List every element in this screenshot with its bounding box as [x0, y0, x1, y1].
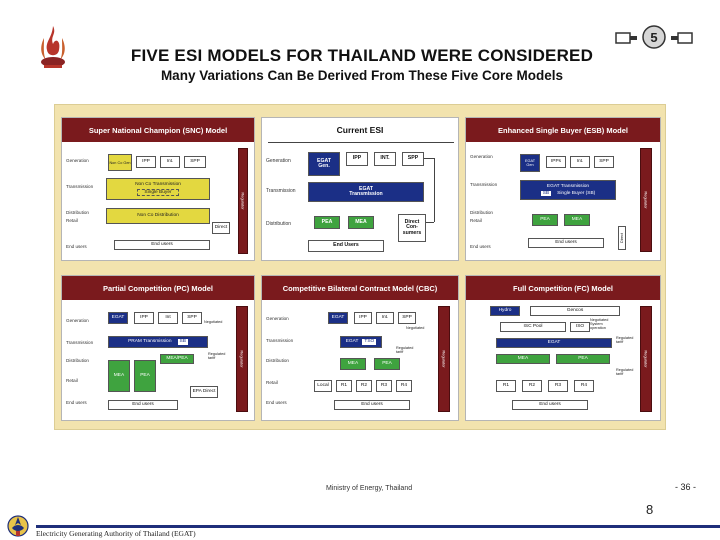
fc-mea-box: MEA	[496, 354, 550, 364]
cbc-ipp-box: IPP	[354, 312, 372, 324]
row-label-transmission: Transmission	[66, 340, 94, 345]
row-label-distribution: Distribution	[66, 210, 89, 215]
row-label-end-users: End users	[470, 244, 491, 249]
row-label-transmission: Transmission	[66, 184, 94, 189]
page-subtitle: Many Variations Can Be Derived From These Five Core Models	[160, 68, 564, 83]
snc-model-panel	[61, 117, 255, 261]
current-direct-line1: Direct	[404, 218, 420, 225]
footer-organization: Electricity Generating Authority of Thailand (EGAT)	[36, 529, 196, 538]
fc-regulator-label: Regulator	[643, 350, 649, 368]
pc-int-box: Int	[158, 312, 178, 324]
row-label-retail: Retail	[470, 218, 482, 223]
row-label-generation: Generation	[266, 158, 291, 164]
pc-regulated-line2: tariff	[208, 355, 216, 360]
fc-pea-box: PEA	[556, 354, 610, 364]
current-egat-tx-line2: Transmission	[349, 191, 383, 197]
egat-emblem-icon	[6, 512, 30, 538]
fc-r4-box: R4	[574, 380, 594, 392]
current-egat-gen-line2: Gen.	[318, 163, 330, 169]
cbc-regulator-bar	[438, 306, 450, 412]
current-int-box: INT.	[374, 152, 396, 166]
fc-negotiated-line2: System	[590, 321, 603, 326]
current-egat-tx-line1: EGAT	[358, 185, 374, 192]
fc-gencos-box: Gencos	[530, 306, 620, 316]
current-direct-line3: sumers	[402, 229, 422, 236]
row-label-transmission: Transmission	[266, 188, 296, 194]
pc-transmission-box	[108, 336, 208, 348]
cbc-r1-box: R1	[336, 380, 352, 392]
footer-page-number: - 36 -	[675, 482, 697, 492]
cbc-regulated-line2: tariff	[396, 349, 404, 354]
snc-end-users-box: End users	[114, 240, 210, 250]
cbc-negotiated-note: Negotiated	[406, 326, 425, 330]
row-label-distribution: Distribution	[66, 358, 89, 363]
pc-pea-box: PEA	[134, 360, 156, 392]
pc-ipp-box: IPP	[134, 312, 154, 324]
fc-negotiated-note	[590, 318, 608, 330]
esb-model-panel	[465, 117, 661, 261]
snc-regulator-label: Regulator	[240, 192, 246, 210]
snc-gen-box: Non Co Gen	[108, 154, 132, 171]
pc-sb-tag: SB	[179, 339, 186, 345]
fc-egat-box: EGAT	[496, 338, 612, 348]
esb-egat-gen-line2: Gen	[526, 163, 534, 167]
snc-int-box: Int.	[160, 156, 180, 168]
current-esi-title: Current ESI	[262, 118, 458, 142]
snc-spp-box: SPP	[184, 156, 206, 168]
row-label-distribution: Distribution	[470, 210, 493, 215]
row-label-generation: Generation	[266, 316, 289, 321]
esb-single-buyer-label: Single Buyer (SB)	[557, 191, 596, 196]
row-label-retail: Retail	[66, 218, 78, 223]
fc-regulated-line1: Regulated	[616, 336, 634, 340]
esb-pea-box: PEA	[532, 214, 558, 226]
pc-epa-direct-box: EPA Direct	[190, 386, 218, 398]
cbc-local-box: Local	[314, 380, 332, 392]
esb-model-title: Enhanced Single Buyer (ESB) Model	[466, 118, 660, 142]
pc-model-title: Partial Competition (PC) Model	[62, 276, 254, 300]
pc-regulated-note	[208, 352, 225, 360]
snc-distribution-box: Non Co Distribution	[106, 208, 210, 224]
cbc-mea-box: MEA	[340, 358, 366, 370]
current-ipp-box: IPP	[346, 152, 368, 166]
row-label-generation: Generation	[66, 318, 89, 323]
esb-end-users-box: End users	[528, 238, 604, 248]
page-title: FIVE ESI MODELS FOR THAILAND WERE CONSIDERED	[130, 46, 594, 65]
row-label-distribution: Distribution	[266, 358, 289, 363]
fc-hydro-box: Hydro	[490, 306, 520, 316]
row-label-transmission: Transmission	[266, 338, 294, 343]
cbc-egat-tx-label: EGAT	[345, 339, 359, 345]
esb-egat-gen-box	[520, 154, 540, 172]
current-spp-box: SPP	[402, 152, 424, 166]
footer-ministry-text: Ministry of Energy, Thailand	[326, 485, 413, 492]
esb-transmission-box	[520, 180, 616, 200]
fc-model-panel	[465, 275, 661, 421]
pc-regulator-bar	[236, 306, 248, 412]
esb-int-box: Int.	[570, 156, 590, 168]
esb-mea-box: MEA	[564, 214, 590, 226]
pc-dist-box: MEA/PEA	[160, 354, 194, 364]
fc-r1-box: R1	[496, 380, 516, 392]
cbc-regulated-line1: Regulated	[396, 346, 414, 350]
snc-direct-box: Direct	[212, 222, 230, 234]
fc-r3-box: R3	[548, 380, 568, 392]
fc-model-title: Full Competition (FC) Model	[466, 276, 660, 300]
fc-reg-retail-note	[616, 368, 633, 376]
cbc-spp-box: SPP	[398, 312, 416, 324]
cbc-egat-tso-box	[340, 336, 382, 348]
cbc-regulator-label: Regulator	[441, 350, 447, 368]
row-label-generation: Generation	[470, 154, 493, 159]
esb-ipps-box: IPPs	[546, 156, 566, 168]
row-label-generation: Generation	[66, 158, 89, 163]
esb-regulator-label: Regulator	[643, 191, 649, 209]
esb-regulator-bar	[640, 148, 652, 252]
row-label-end-users: End users	[266, 400, 287, 405]
fc-negotiated-line1: Negotiated	[590, 318, 609, 322]
cbc-egat-box: EGAT	[328, 312, 348, 324]
page-badge	[614, 24, 694, 50]
fc-regulator-bar	[640, 306, 652, 412]
esb-direct-label: Direct	[620, 233, 625, 243]
current-egat-gen-box	[308, 152, 340, 176]
row-label-end-users: End users	[66, 400, 87, 405]
current-end-users-box: End Users	[308, 240, 384, 252]
pc-egat-box: EGAT	[108, 312, 128, 324]
fc-r2-box: R2	[522, 380, 542, 392]
pc-transmission-label: PRAM Transmission	[128, 339, 172, 345]
row-label-retail: Retail	[266, 380, 278, 385]
models-diagram	[54, 104, 666, 430]
esb-spp-box: SPP	[594, 156, 614, 168]
row-label-distribution: Distribution	[266, 221, 292, 227]
esb-egat-gen-line1: EGAT	[524, 159, 536, 164]
cbc-regulated-note	[396, 346, 413, 354]
pc-regulator-label: Regulator	[239, 350, 245, 368]
footer-divider	[36, 525, 720, 528]
esb-sb-tag: SB	[542, 191, 550, 196]
current-egat-transmission-box	[308, 182, 424, 202]
current-mea-box: MEA	[348, 216, 374, 229]
snc-ipp-box: IPP	[136, 156, 156, 168]
cbc-r4-box: R4	[396, 380, 412, 392]
esb-direct-box	[618, 226, 626, 250]
snc-transmission-box	[106, 178, 210, 200]
row-label-end-users: End users	[66, 244, 87, 249]
cbc-tso-tag: TSO	[364, 339, 375, 345]
snc-regulator-bar	[238, 148, 248, 254]
pc-negotiated-note: Negotiated	[204, 320, 223, 324]
row-label-retail: Retail	[66, 378, 78, 383]
fc-end-users-box: End users	[512, 400, 588, 410]
fc-regulated-line2: tariff	[616, 339, 624, 344]
esb-transmission-label: EGAT Transmission	[546, 183, 590, 189]
cbc-int-box: Int.	[376, 312, 394, 324]
pc-model-panel	[61, 275, 255, 421]
pc-regulated-line1: Regulated	[208, 352, 226, 356]
pc-spp-box: SPP	[182, 312, 202, 324]
current-esi-panel	[261, 117, 459, 261]
cbc-r3-box: R3	[376, 380, 392, 392]
cbc-end-users-box: End users	[334, 400, 410, 410]
cbc-model-panel	[261, 275, 459, 421]
fc-negotiated-line3: operation	[590, 325, 606, 330]
page-badge-number: 5	[650, 30, 658, 45]
pc-mea-box: MEA	[108, 360, 130, 392]
fc-reg-retail-line1: Regulated	[616, 368, 634, 372]
snc-single-buyer-label: Single Buyer	[137, 189, 178, 196]
snc-transmission-label: Non Co Transmission	[135, 181, 181, 187]
snc-model-title: Super National Champion (SNC) Model	[62, 118, 254, 142]
current-direct-consumers-box	[398, 214, 426, 242]
pc-end-users-box: End users	[108, 400, 178, 410]
current-egat-gen-line1: EGAT	[316, 157, 332, 164]
fc-regulated-note	[616, 336, 633, 344]
fc-iso-box: ISO	[570, 322, 590, 332]
flame-emblem-icon	[36, 24, 70, 70]
cbc-r2-box: R2	[356, 380, 372, 392]
slide-number: 8	[646, 502, 654, 517]
current-direct-line2: Con-	[406, 224, 418, 231]
cbc-model-title: Competitive Bilateral Contract Model (CBC)	[262, 276, 458, 300]
fc-isc-pool-box: ISC Pool	[500, 322, 566, 332]
cbc-pea-box: PEA	[374, 358, 400, 370]
fc-reg-retail-line2: tariff	[616, 371, 624, 376]
row-label-transmission: Transmission	[470, 182, 498, 187]
current-pea-box: PEA	[314, 216, 340, 229]
